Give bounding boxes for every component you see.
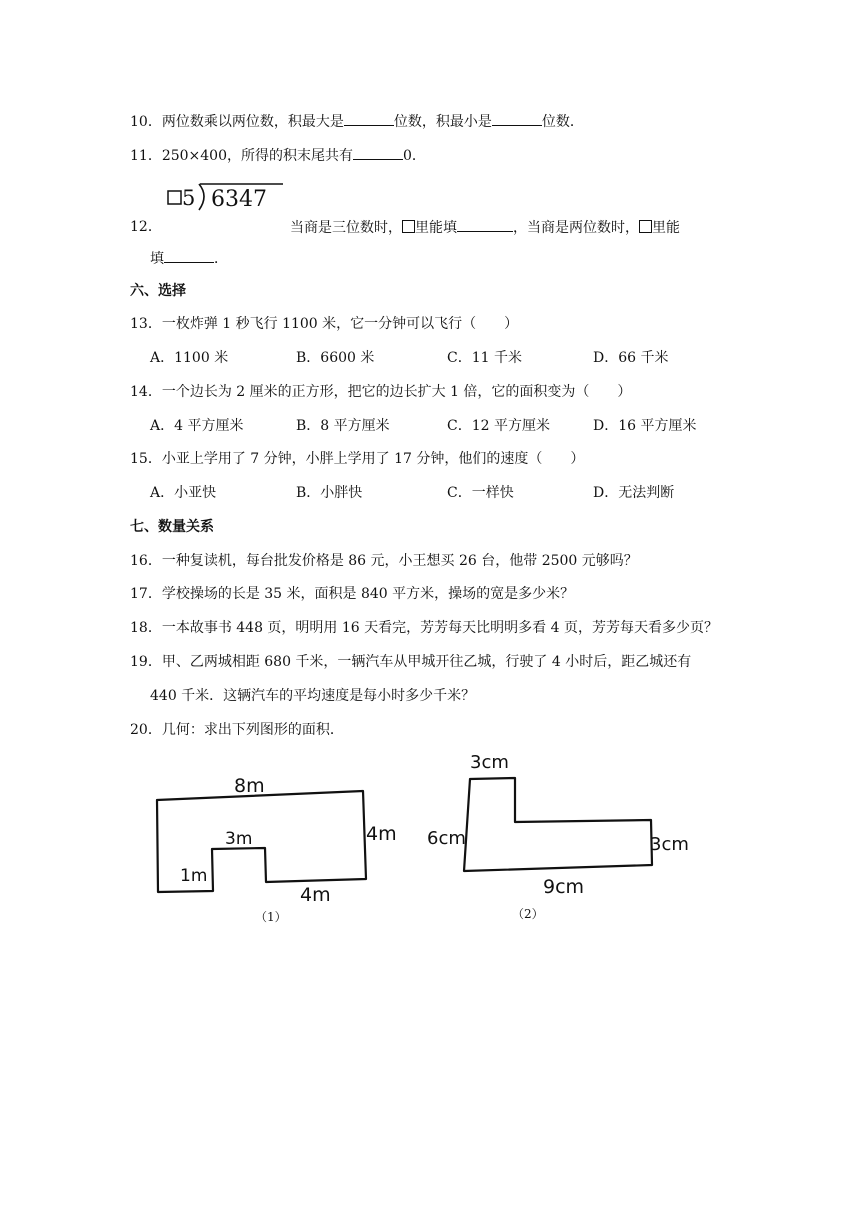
figure-2-right-label: 3cm bbox=[650, 834, 689, 855]
figure-2-caption: （2） bbox=[512, 907, 544, 921]
q10-blank-2[interactable] bbox=[492, 111, 542, 126]
figure-1 bbox=[157, 775, 397, 924]
division-bracket-figure bbox=[165, 178, 290, 214]
question-19-line-2: 440 千米．这辆汽车的平均速度是每小时多少千米？ bbox=[150, 688, 476, 704]
q15-option-a[interactable]: A．小亚快 bbox=[150, 485, 217, 501]
question-15: 15．小亚上学用了 7 分钟，小胖上学用了 17 分钟，他们的速度（ ） bbox=[130, 451, 585, 467]
question-12-line-1 bbox=[130, 217, 162, 237]
question-12-line-2 bbox=[150, 248, 228, 269]
figure-1-notch-label: 3m bbox=[225, 829, 253, 849]
question-13: 13．一枚炸弹 1 秒飞行 1100 米，它一分钟可以飞行（ ） bbox=[130, 316, 519, 332]
figure-2-left-label: 6cm bbox=[427, 828, 466, 849]
figure-2-outline bbox=[464, 778, 652, 871]
question-12-line-1-text bbox=[290, 217, 680, 238]
q12-blank-2[interactable] bbox=[164, 248, 214, 263]
figure-2 bbox=[427, 752, 689, 921]
q14-option-d[interactable]: D．16 平方厘米 bbox=[593, 418, 697, 434]
q15-option-c[interactable]: C．一样快 bbox=[447, 485, 514, 501]
q12-text-d: 里能 bbox=[652, 220, 680, 236]
q14-option-c[interactable]: C．12 平方厘米 bbox=[447, 418, 550, 434]
figure-1-left-label: 1m bbox=[180, 866, 208, 886]
q12-digit-box bbox=[168, 191, 181, 204]
q12-number: 12． bbox=[130, 219, 162, 235]
q12-text-a: 当商是三位数时， bbox=[290, 220, 402, 236]
q12-division-bracket bbox=[199, 184, 204, 210]
section-6-heading: 六、选择 bbox=[130, 283, 186, 299]
q12-box-icon-1 bbox=[402, 220, 415, 233]
question-19-line-1: 19．甲、乙两城相距 680 千米，一辆汽车从甲城开往乙城，行驶了 4 小时后，距乙城还有 bbox=[130, 654, 692, 670]
q11-text-b: 0． bbox=[403, 148, 426, 164]
q10-blank-1[interactable] bbox=[344, 111, 394, 126]
question-16: 16．一种复读机，每台批发价格是 86 元，小王想买 26 台，他带 2500 元够吗？ bbox=[130, 553, 638, 569]
figure-1-right-label: 4m bbox=[366, 823, 397, 845]
figure-2-top-label: 3cm bbox=[470, 752, 509, 773]
q13-option-d[interactable]: D．66 千米 bbox=[593, 350, 669, 366]
question-10 bbox=[130, 111, 584, 132]
figure-1-caption: （1） bbox=[255, 910, 287, 924]
geometry-figures-svg bbox=[0, 740, 860, 940]
geometry-figures bbox=[0, 740, 860, 940]
figure-1-bottom-label: 4m bbox=[300, 884, 331, 906]
section-7-heading: 七、数量关系 bbox=[130, 519, 214, 535]
question-18: 18．一本故事书 448 页，明明用 16 天看完，芳芳每天比明明多看 4 页，芳芳每天看多少页？ bbox=[130, 620, 718, 636]
q14-option-a[interactable]: A．4 平方厘米 bbox=[150, 418, 244, 434]
question-17: 17．学校操场的长是 35 米，面积是 840 平方米，操场的宽是多少米？ bbox=[130, 586, 575, 602]
q12-divisor-digit: 5 bbox=[182, 186, 196, 210]
q10-text-b: 位数，积最小是 bbox=[393, 114, 492, 130]
q12-text-c: ，当商是两位数时， bbox=[513, 220, 639, 236]
question-11 bbox=[130, 145, 426, 166]
q11-text-a: 11．250×400，所得的积末尾共有 bbox=[130, 148, 353, 164]
q12-division-figure bbox=[165, 178, 290, 214]
question-14: 14．一个边长为 2 厘米的正方形，把它的边长扩大 1 倍，它的面积变为（ ） bbox=[130, 384, 632, 400]
q12-box-icon-2 bbox=[639, 220, 652, 233]
q12-text-e: 填 bbox=[150, 251, 164, 267]
q13-option-b[interactable]: B．6600 米 bbox=[296, 350, 375, 366]
q12-dividend: 6347 bbox=[211, 187, 267, 212]
q15-option-d[interactable]: D．无法判断 bbox=[593, 485, 675, 501]
q10-text-c: 位数． bbox=[541, 114, 584, 130]
q14-option-b[interactable]: B．8 平方厘米 bbox=[296, 418, 390, 434]
q12-blank-1[interactable] bbox=[457, 217, 513, 232]
q10-text-a: 10．两位数乘以两位数，积最大是 bbox=[130, 114, 344, 130]
figure-2-bottom-label: 9cm bbox=[543, 876, 585, 898]
figure-1-top-label: 8m bbox=[234, 775, 265, 797]
q11-blank[interactable] bbox=[353, 145, 403, 160]
q12-text-b: 里能填 bbox=[415, 220, 457, 236]
q13-option-a[interactable]: A．1100 米 bbox=[150, 350, 229, 366]
question-20: 20．几何：求出下列图形的面积． bbox=[130, 722, 344, 738]
q15-option-b[interactable]: B．小胖快 bbox=[296, 485, 363, 501]
q13-option-c[interactable]: C．11 千米 bbox=[447, 350, 522, 366]
q12-text-f: ． bbox=[214, 251, 228, 267]
